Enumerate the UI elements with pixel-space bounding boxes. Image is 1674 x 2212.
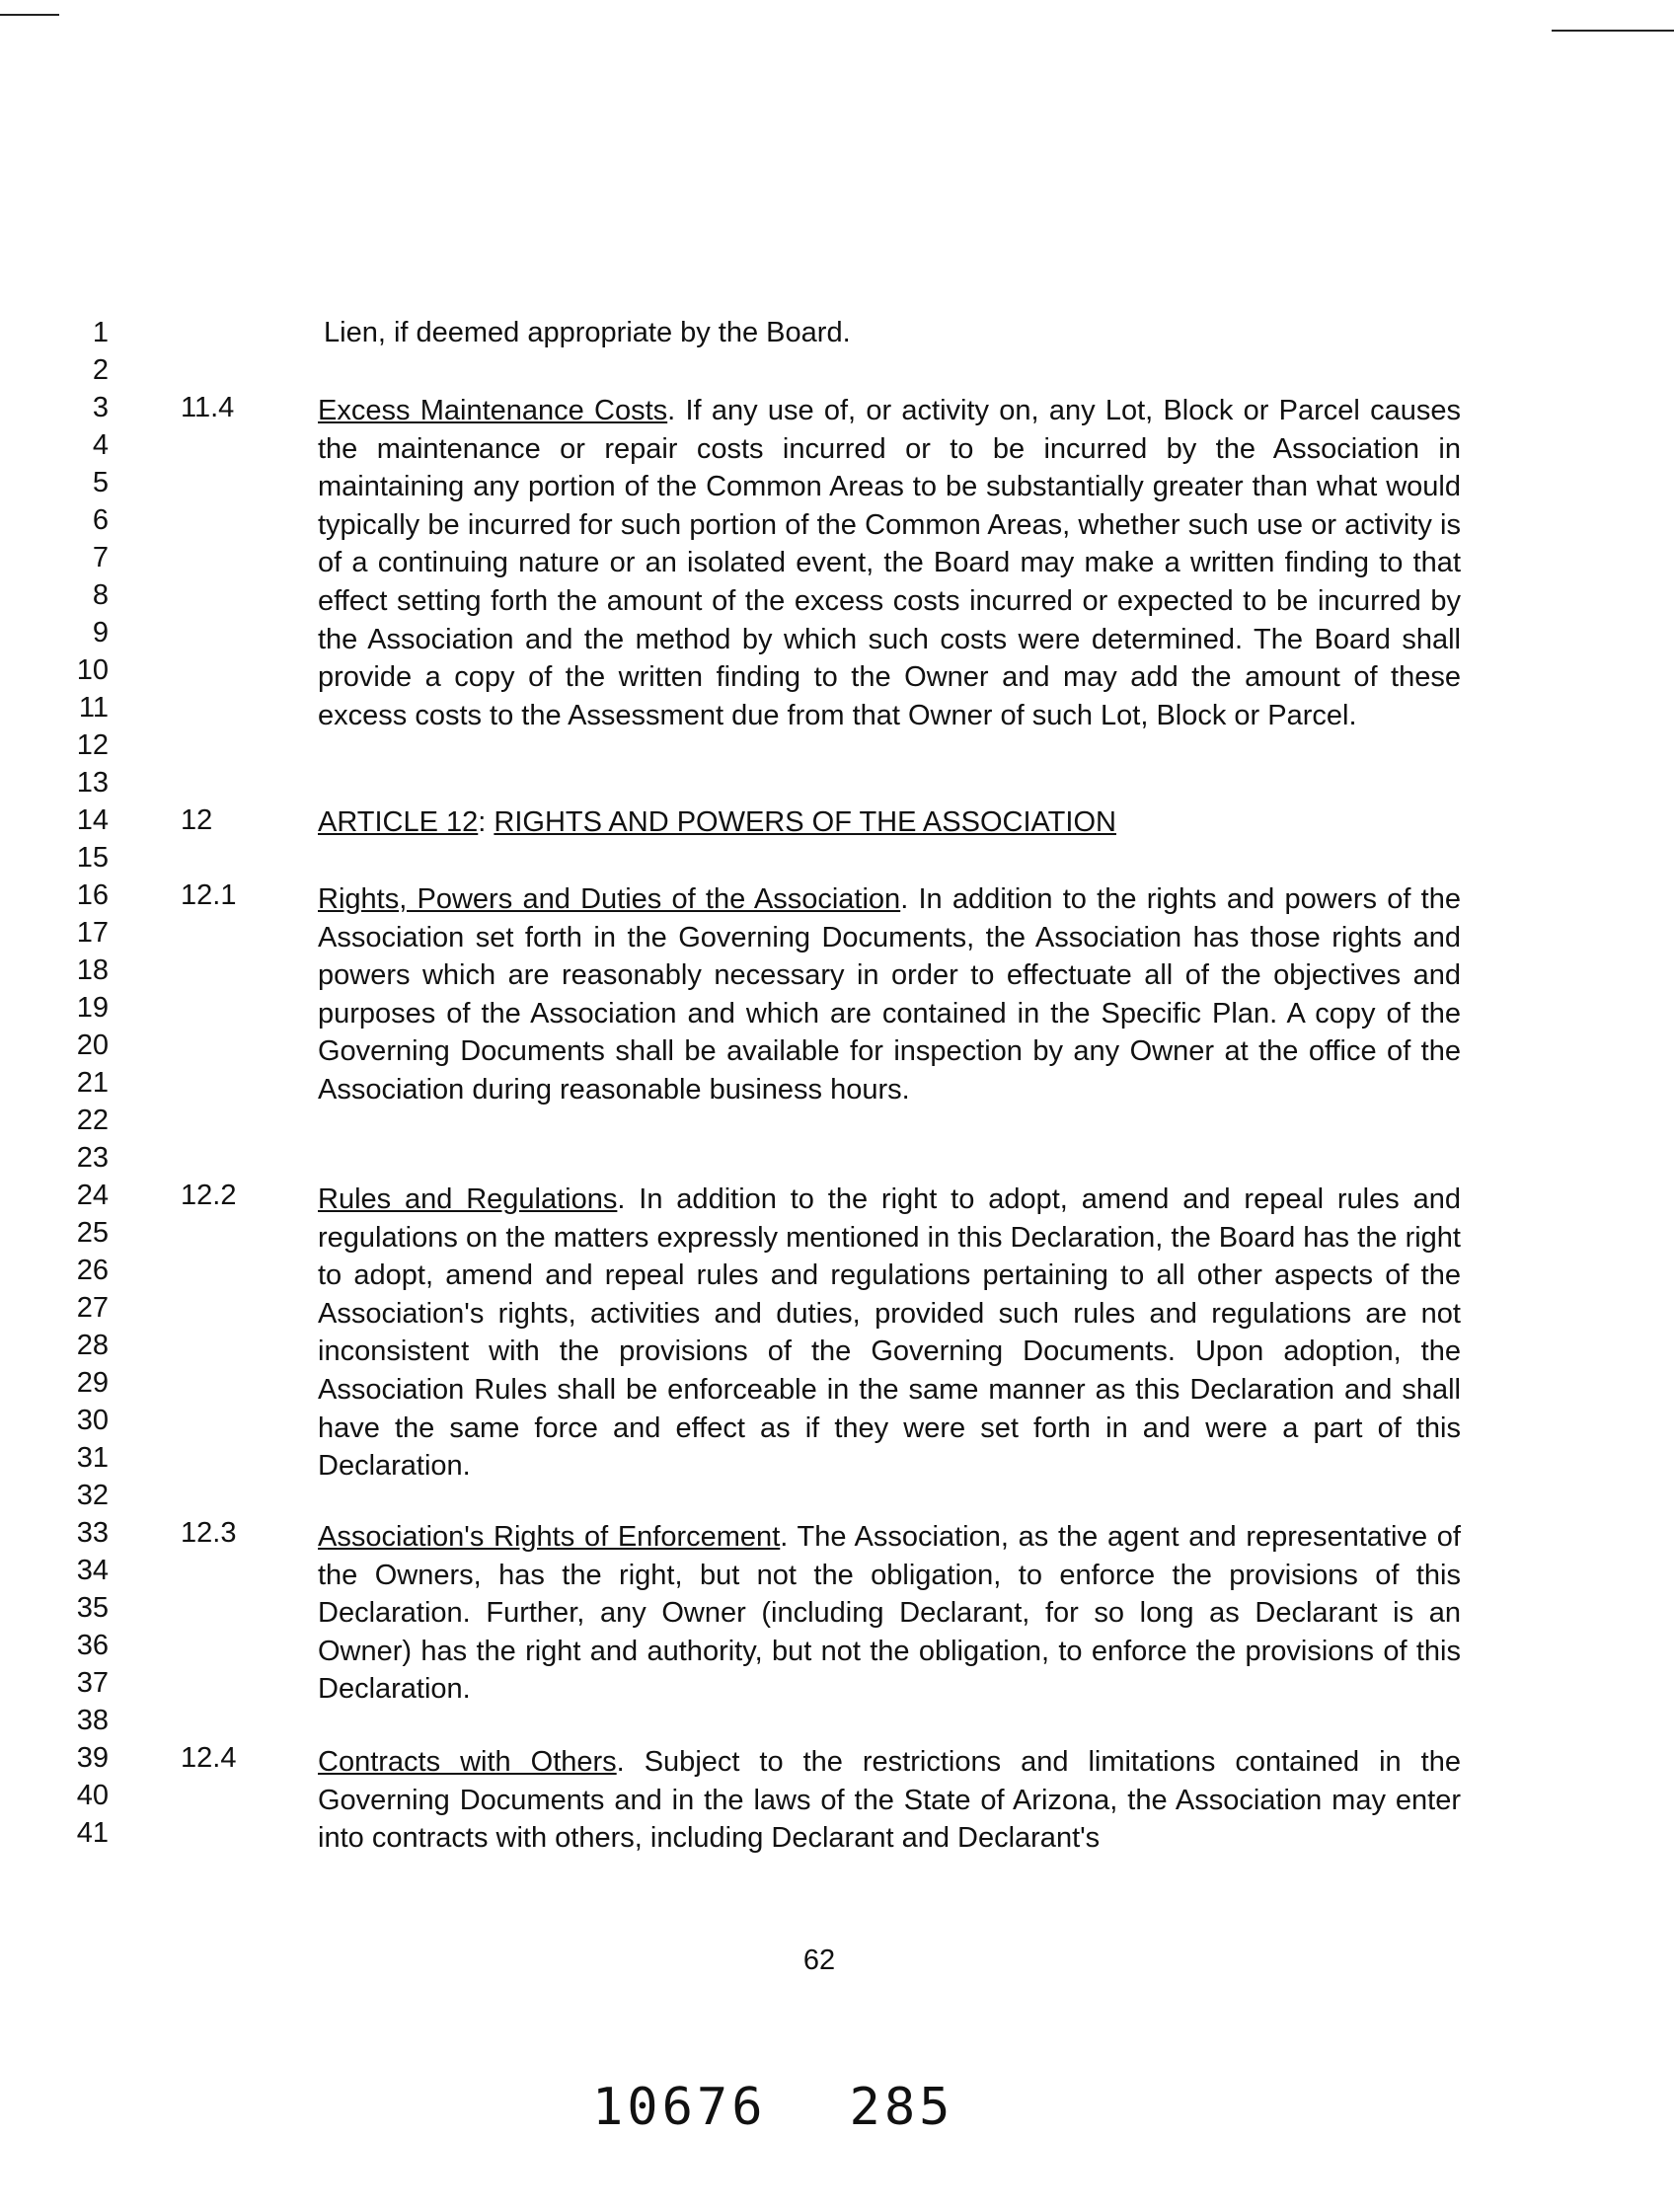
section-paragraph [318,1181,1461,1486]
line-number: 23 [76,1142,109,1174]
line-number: 35 [76,1592,109,1624]
line-number: 13 [76,767,109,799]
section-body: . In addition to the rights and powers of the Association set forth in the Governing Documents, the Association has those rights and powers which are reasonably necessary in order to effectuate all of the objectives and purposes of the Association and which are contained in the Specific Plan. A copy of the Governing Documents shall be available for inspection by any Owner at the office of the Association during reasonable business hours. [318,883,1461,1106]
line-number: 17 [76,917,109,949]
line-number: 21 [76,1067,109,1099]
line-number: 26 [76,1255,109,1286]
line-number: 16 [76,879,109,911]
section-paragraph [318,880,1461,1109]
line-number: 20 [76,1030,109,1061]
line-number: 19 [76,992,109,1024]
line-number: 14 [76,804,109,836]
line-number: 24 [76,1180,109,1211]
line-number: 39 [76,1742,109,1774]
line-number: 27 [76,1292,109,1324]
section-body: . In addition to the right to adopt, amend and repeal rules and regulations on the matters expressly mentioned in this Declaration, the Board has the right to adopt, amend and repeal rules and regulations pertaining to all other aspects of the Association's rights, activities and duties, provided such rules and regulations are not inconsistent with the provisions of the Governing Documents. Upon adoption, the Association Rules shall be enforceable in the same manner as this Declaration and shall have the same force and effect as if they were set forth in and were a part of this Declaration. [318,1183,1461,1483]
article-number: 12 [181,804,213,836]
line-number: 40 [76,1780,109,1811]
recording-page: 285 [849,2078,954,2137]
section-body: . If any use of, or activity on, any Lot, Block or Parcel causes the maintenance or repair costs incurred or to be incurred by the Association in maintaining any portion of the Common Areas to be substantially greater than what would typically be incurred for such portion of the Common Areas, whether such use or activity is of a continuing nature or an isolated event, the Board may make a written finding to that effect setting forth the amount of the excess costs incurred or expected to be incurred by the Association and the method by which such costs were determined. The Board shall provide a copy of the written finding to the Owner and may add the amount of these excess costs to the Assessment due from that Owner of such Lot, Block or Parcel. [318,395,1462,731]
section-number: 12.4 [181,1742,237,1774]
section-body: . Subject to the restrictions and limitations contained in the Governing Documents and in the laws of the State of Arizona, the Association may enter into contracts with others, including Declarant and Declarant's [318,1746,1461,1855]
section-heading: Rules and Regulations [318,1183,618,1215]
line-number: 32 [76,1480,109,1511]
section-heading: Rights, Powers and Duties of the Association [318,883,901,915]
section-number: 11.4 [181,392,235,423]
scan-edge-mark-left [0,14,59,16]
line-number: 7 [92,542,109,573]
line-number: 36 [76,1630,109,1661]
line-number: 5 [92,467,109,498]
article-title-prefix: ARTICLE 12 [318,806,479,838]
section-heading: Excess Maintenance Costs [318,395,668,426]
line-number: 6 [92,504,109,536]
section-number: 12.2 [181,1180,237,1211]
line-number: 30 [76,1405,109,1436]
section-heading: Contracts with Others [318,1746,617,1778]
section-paragraph [318,1518,1461,1709]
line-number: 1 [92,317,109,348]
line-number: 9 [92,617,109,648]
section-heading: Association's Rights of Enforcement [318,1521,781,1553]
page-number: 62 [802,1945,836,1976]
section-number: 12.3 [181,1517,237,1549]
line-number: 25 [76,1217,109,1249]
section-paragraph [318,1743,1461,1858]
line-number: 22 [76,1105,109,1136]
section-number: 12.1 [181,879,237,911]
section-body: . The Association, as the agent and representative of the Owners, has the right, but not the obligation, to enforce the provisions of this Declaration. Further, any Owner (including Declarant, for so long as Declarant is an Owner) has the right and authority, but not the obligation, to enforce the provisions of this Declaration. [318,1521,1461,1706]
line-number: 38 [76,1705,109,1736]
article-heading [318,803,1116,842]
line-number: 11 [78,692,109,724]
recording-stamp [592,2078,953,2137]
line-number: 18 [76,954,109,986]
line-number: 4 [92,429,109,461]
line-number: 2 [92,354,109,386]
line-number: 34 [76,1555,109,1586]
line-number: 10 [76,654,109,686]
scan-edge-mark-right [1552,30,1674,32]
line-number: 31 [76,1442,109,1474]
line-number: 8 [92,579,109,611]
line-number: 3 [92,392,109,423]
line-number: 29 [76,1367,109,1399]
line-number: 12 [76,729,109,761]
section-paragraph [318,392,1461,734]
line-number: 15 [76,842,109,874]
article-title: RIGHTS AND POWERS OF THE ASSOCIATION [494,806,1116,838]
article-title-separator: : [478,806,495,838]
line-number: 37 [76,1667,109,1699]
line-number: 28 [76,1330,109,1361]
recording-book: 10676 [592,2078,767,2137]
line-number: 33 [76,1517,109,1549]
continuation-text: Lien, if deemed appropriate by the Board. [324,317,851,348]
line-number: 41 [76,1817,109,1849]
